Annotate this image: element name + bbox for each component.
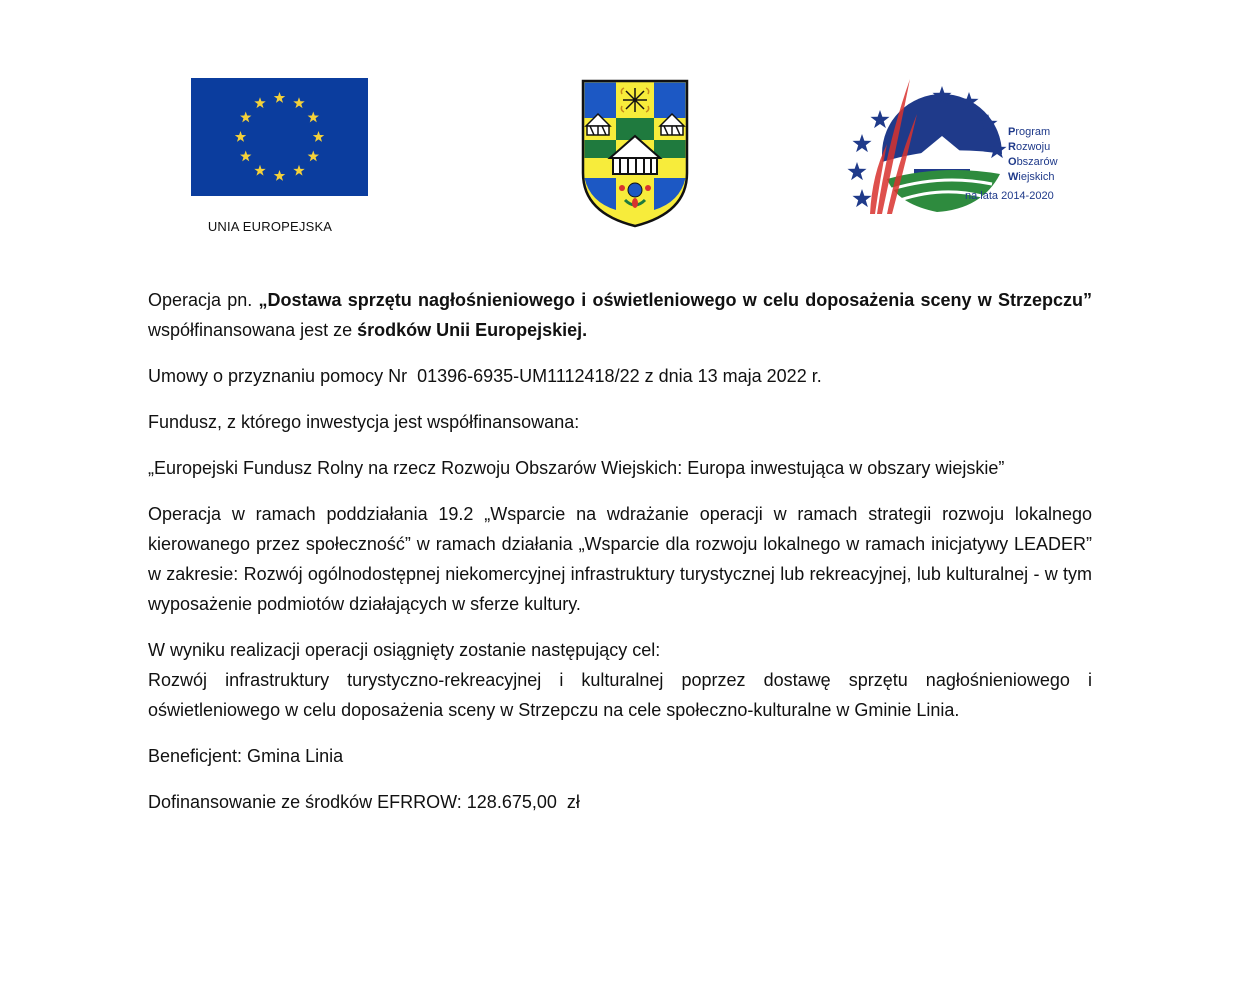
prow-line: Obszarów	[1008, 156, 1058, 168]
goal-description: Rozwój infrastruktury turystyczno-rekreacyjnej i kulturalnej poprzez dostawę sprzętu nagłośnieniowego i oświetleniowego w celu doposażenia sceny w Strzepczu na cele społeczno-kulturalne w Gminie Linia.	[148, 670, 1092, 720]
prow-line: Rozwoju	[1008, 141, 1051, 153]
eu-funds-text: środków Unii Europejskiej.	[357, 320, 588, 340]
fund-intro: Fundusz, z którego inwestycja jest współfinansowana:	[148, 412, 580, 432]
eu-flag-logo	[191, 78, 368, 196]
prow-star-icon	[852, 189, 871, 207]
fund-name: „Europejski Fundusz Rolny na rzecz Rozwoju Obszarów Wiejskich: Europa inwestująca w obszary wiejskie”	[148, 458, 1005, 478]
prow-star-icon	[852, 134, 871, 152]
document-body	[148, 285, 1092, 833]
funding-amount: Dofinansowanie ze środków EFRROW: 128.675,00 zł	[148, 792, 580, 812]
eu-label: UNIA EUROPEJSKA	[207, 219, 333, 234]
prow-line: Program	[1008, 126, 1051, 138]
operation-title-paragraph	[148, 285, 1092, 345]
operation-prefix: Operacja pn.	[148, 290, 259, 310]
operation-title: „Dostawa sprzętu nagłośnieniowego i oświetleniowego w celu doposażenia sceny w Strzepczu”	[258, 290, 1092, 310]
agreement-number: Umowy o przyznaniu pomocy Nr 01396-6935-UM1112418/22 z dnia 13 maja 2022 r.	[148, 366, 822, 386]
prow-name	[1008, 125, 1058, 185]
prow-line: Wiejskich	[1008, 171, 1055, 183]
gmina-crest-logo	[580, 78, 690, 228]
beneficiary: Beneficjent: Gmina Linia	[148, 746, 344, 766]
prow-star-icon	[847, 162, 866, 180]
prow-star-icon	[870, 110, 889, 128]
prow-years: na lata 2014-2020	[965, 190, 1054, 202]
goal-intro: W wyniku realizacji operacji osiągnięty zostanie następujący cel:	[148, 640, 661, 660]
measure-description: Operacja w ramach poddziałania 19.2 „Wsparcie na wdrażanie operacji w ramach strategii rozwoju lokalnego kierowanego przez społeczność” w ramach działania „Wsparcie dla rozwoju lokalnego w ramach inicjatywy LEADER” w zakresie: Rozwój ogólnodostępnej niekomercyjnej infrastruktury turystycznej lub rekreacyjnej, lub kulturalnej - w tym wyposażenie podmiotów działających w sferze kultury.	[148, 504, 1092, 614]
cofinanced-text: współfinansowana jest ze	[148, 320, 358, 340]
